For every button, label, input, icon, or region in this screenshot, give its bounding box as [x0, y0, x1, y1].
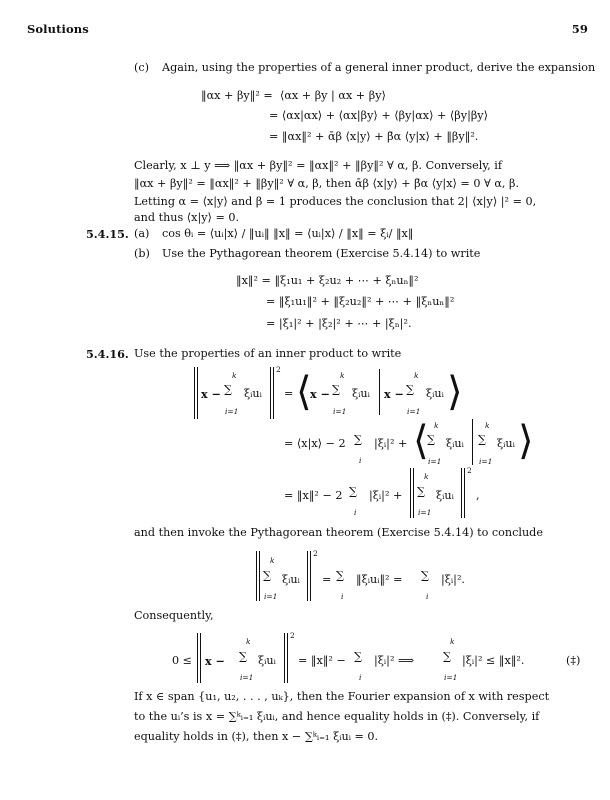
row1-sum-top: k [232, 371, 237, 380]
exercise-number-5-4-15: 5.4.15. [86, 227, 129, 241]
bessel-sum-2: ∑ [354, 650, 362, 663]
row2-sum-a: ∑ [427, 433, 435, 446]
norm-bar-left-outer [194, 367, 195, 419]
bessel-norm-right-outer [287, 633, 288, 683]
consequently-text: Consequently, [134, 609, 214, 622]
row1-xi-u: ξᵢuᵢ [244, 387, 262, 400]
pyth-norm-right-inner [307, 551, 308, 601]
row3-sum-top: k [424, 472, 429, 481]
row3-norm-right-inner [461, 468, 462, 518]
then-invoke-text: and then invoke the Pythagorean theorem (Exercise 5.4.14) to conclude [134, 526, 543, 539]
bessel-sum-2-bottom: i [359, 673, 362, 682]
angle-bracket-right: ⟩ [447, 369, 463, 415]
cosine-formula: cos θᵢ = ⟨uᵢ|x⟩ / ‖uᵢ‖ ‖x‖ = ⟨uᵢ|x⟩ / ‖x‖ = ξᵢ/ ‖x‖ [162, 227, 414, 240]
bessel-norm-left-outer [197, 633, 198, 683]
equation-tag: (‡) [566, 654, 581, 667]
bessel-equals: = ‖x‖² − [298, 654, 346, 667]
part-c-intro: Again, using the properties of a general inner product, derive the expansion [162, 61, 596, 74]
running-header: Solutions [27, 22, 89, 36]
pyth-sum-bottom: i=1 [264, 592, 278, 601]
part-b-label: (b) [134, 247, 150, 260]
norm-bar-right-inner [270, 367, 271, 419]
row3-norm-right-outer [464, 468, 465, 518]
bessel-sum-3: ∑ [443, 650, 451, 663]
eq-expansion-row1: ⟨αx + βy | αx + βy⟩ [280, 89, 386, 102]
pyth-sum: ∑ [263, 569, 271, 582]
eq-expansion-row3: = ‖αx‖² + ᾱβ ⟨x|y⟩ + β̄α ⟨y|x⟩ + ‖βy‖². [269, 130, 479, 143]
paragraph-c-line3: Letting α = ⟨x|y⟩ and β = 1 produces the conclusion that 2| ⟨x|y⟩ |² = 0, [134, 195, 537, 208]
bessel-implies: |ξᵢ|² ⟹ [374, 654, 415, 667]
row2-sum-top-a: k [434, 421, 439, 430]
row2-sum-top-b: k [485, 421, 490, 430]
row3-sum-bottom: i [354, 508, 357, 517]
bessel-square: 2 [290, 631, 295, 640]
row2-angle-left: ⟨ [413, 418, 429, 464]
row2-sum-bottom-b: i=1 [479, 457, 493, 466]
bessel-xi-u: ξᵢuᵢ [258, 654, 276, 667]
row2-sum-bottom: i [359, 456, 362, 465]
paragraph-c-line4: and thus ⟨x|y⟩ = 0. [134, 211, 240, 224]
row1-inner-xi-u-right: ξᵢuᵢ [426, 387, 444, 400]
bessel-sum-bottom: i=1 [240, 673, 254, 682]
row1-sum-symbol: ∑ [224, 383, 232, 396]
row3-comma: , [476, 489, 480, 502]
row1-inner-sum-left: ∑ [332, 383, 340, 396]
row1-inner-sum-bottom-left: i=1 [333, 407, 347, 416]
pythagoras-row3: = |ξ₁|² + |ξ₂|² + ⋯ + |ξₙ|². [266, 317, 412, 330]
pyth-abs-terms: |ξᵢ|². [441, 573, 465, 586]
bessel-norm-left-inner [200, 633, 201, 683]
pyth-xi-u: ξᵢuᵢ [282, 573, 300, 586]
row3-norm-left-outer [410, 468, 411, 518]
bessel-norm-right-inner [284, 633, 285, 683]
final-line1: If x ∈ span {u₁, u₂, . . . , uₖ}, then the Fourier expansion of x with respect [134, 690, 550, 703]
bessel-x: x − [205, 654, 225, 668]
paragraph-c-line2: ‖αx + βy‖² = ‖αx‖² + ‖βy‖² ∀ α, β, then ᾱβ ⟨x|y⟩ + β̄α ⟨y|x⟩ = 0 ∀ α, β. [134, 177, 520, 190]
part-a-label: (a) [134, 227, 150, 240]
final-line3: equality holds in (‡), then x − ∑ᵏᵢ₌₁ ξᵢuᵢ = 0. [134, 730, 379, 743]
row1-inner-x-left: x − [310, 387, 330, 401]
pyth-sum-3-bottom: i [426, 592, 429, 601]
part-b-text: Use the Pythagorean theorem (Exercise 5.4.14) to write [162, 247, 481, 260]
pyth-sum-3: ∑ [421, 569, 429, 582]
pyth-norm-left-inner [259, 551, 260, 601]
bessel-inequality: |ξᵢ|² ≤ ‖x‖². [462, 654, 525, 667]
exercise-5-4-16-intro: Use the properties of an inner product to write [134, 347, 402, 360]
row1-inner-sum-right: ∑ [406, 383, 414, 396]
row2-sum: ∑ [354, 433, 362, 446]
row1-square: 2 [276, 365, 281, 374]
part-c-label: (c) [134, 61, 149, 74]
pyth-norm-right-outer [310, 551, 311, 601]
row3-start: = ‖x‖² − 2 [284, 489, 343, 502]
pyth-equals: = [322, 573, 332, 586]
row1-x: x − [201, 387, 221, 401]
row2-xi-u-b: ξᵢuᵢ [497, 437, 515, 450]
row3-xi-u: ξᵢuᵢ [436, 489, 454, 502]
pyth-sum-2-bottom: i [341, 592, 344, 601]
row3-inner-sum: ∑ [417, 485, 425, 498]
pyth-sum-top: k [270, 556, 275, 565]
row1-equals: = [284, 387, 294, 400]
row2-sum-b: ∑ [478, 433, 486, 446]
row2-angle-right: ⟩ [518, 418, 534, 464]
row2-xi-u-a: ξᵢuᵢ [446, 437, 464, 450]
row1-inner-sum-bottom-right: i=1 [407, 407, 421, 416]
row3-square: 2 [467, 466, 472, 475]
bessel-sum: ∑ [239, 650, 247, 663]
angle-bracket-left: ⟨ [296, 369, 312, 415]
pyth-sum-2: ∑ [336, 569, 344, 582]
eq-expansion-lhs: ‖αx + βy‖² = [201, 89, 273, 102]
page-number: 59 [571, 22, 588, 36]
row3-inner-sum-bottom: i=1 [418, 508, 432, 517]
bessel-sum-3-top: k [450, 637, 455, 646]
row2-separator [472, 419, 473, 465]
paragraph-c-line1: Clearly, x ⊥ y ⟹ ‖αx + βy‖² = ‖αx‖² + ‖βy‖² ∀ α, β. Conversely, if [134, 159, 502, 172]
row1-inner-xi-u-left: ξᵢuᵢ [352, 387, 370, 400]
norm-bar-right-outer [273, 367, 274, 419]
pythagoras-row1: ‖x‖² = ‖ξ₁u₁ + ξ₂u₂ + ⋯ + ξₙuₙ‖² [236, 274, 419, 287]
bessel-zero-le: 0 ≤ [172, 654, 193, 667]
bessel-sum-top: k [246, 637, 251, 646]
pythagoras-row2: = ‖ξ₁u₁‖² + ‖ξ₂u₂‖² + ⋯ + ‖ξₙuₙ‖² [266, 295, 455, 308]
exercise-number-5-4-16: 5.4.16. [86, 347, 129, 361]
eq-expansion-row2: = ⟨αx|αx⟩ + ⟨αx|βy⟩ + ⟨βy|αx⟩ + ⟨βy|βy⟩ [269, 109, 488, 122]
row3-sum: ∑ [349, 485, 357, 498]
row2-abs: |ξᵢ|² + [374, 437, 408, 450]
pyth-square: 2 [313, 549, 318, 558]
row1-inner-sum-top-right: k [414, 371, 419, 380]
final-line2: to the uᵢ’s is x = ∑ᵏᵢ₌₁ ξᵢuᵢ, and hence equality holds in (‡). Conversely, if [134, 710, 540, 723]
row3-norm-left-inner [413, 468, 414, 518]
row2-start: = ⟨x|x⟩ − 2 [284, 437, 346, 450]
row2-sum-bottom-a: i=1 [428, 457, 442, 466]
norm-bar-left-inner [197, 367, 198, 419]
row1-sum-bottom: i=1 [225, 407, 239, 416]
pyth-norm-terms: ‖ξᵢuᵢ‖² = [356, 573, 403, 586]
row1-inner-x-right: x − [384, 387, 404, 401]
bessel-sum-3-bottom: i=1 [444, 673, 458, 682]
row1-inner-sum-top-left: k [340, 371, 345, 380]
inner-product-separator [379, 369, 380, 415]
pyth-norm-left-outer [256, 551, 257, 601]
row3-abs: |ξᵢ|² + [369, 489, 403, 502]
